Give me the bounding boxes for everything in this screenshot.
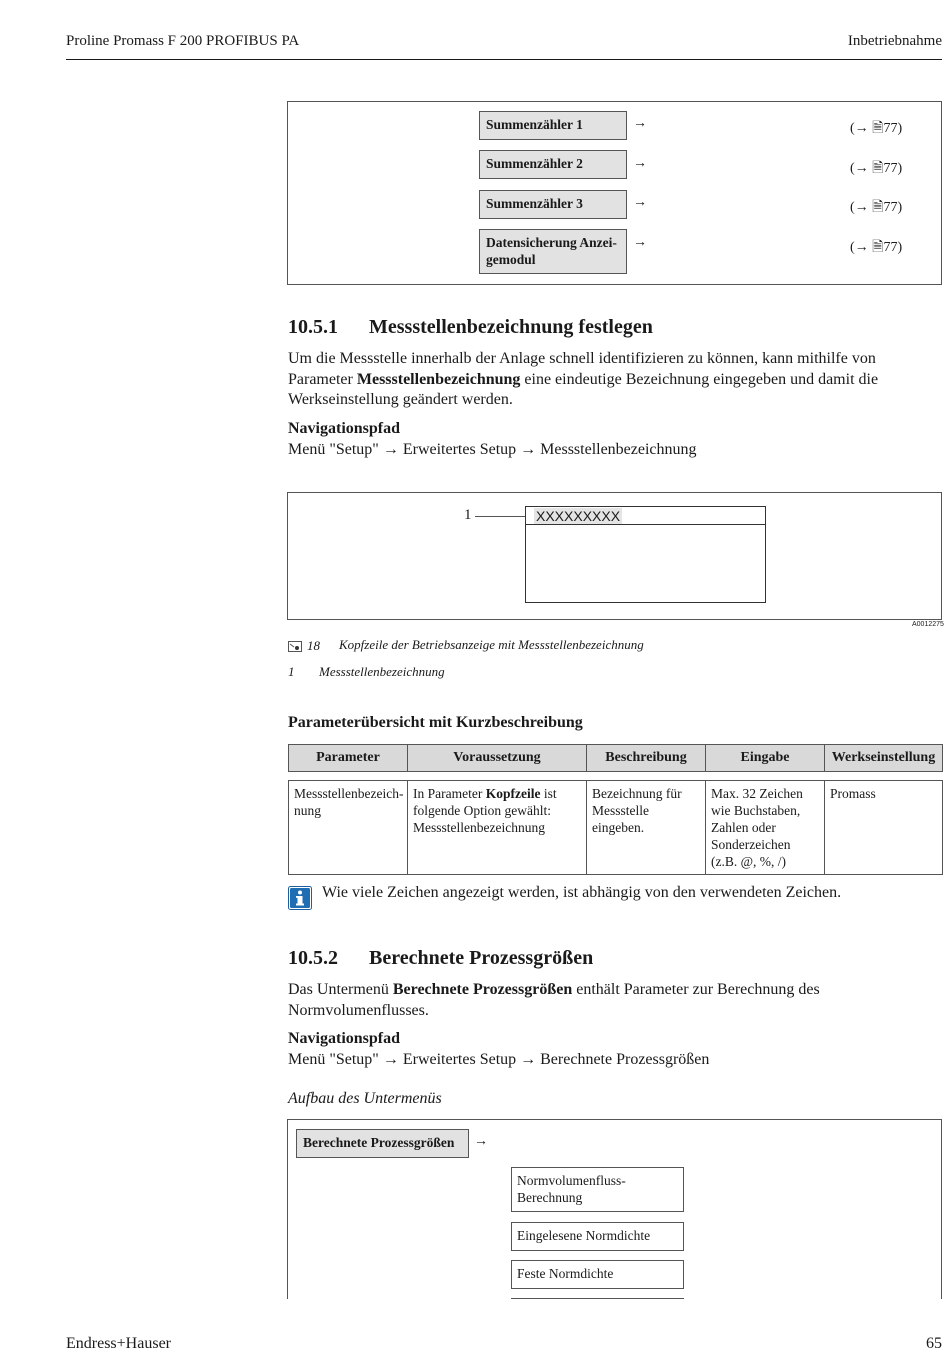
note-text: Wie viele Zeichen angezeigt werden, ist abhängig von den verwendeten Zeichen. <box>322 884 842 901</box>
cell-default: Promass <box>825 781 943 875</box>
figure-caption: Kopfzeile der Betriebsanzeige mit Messstellenbezeichnung <box>339 637 644 652</box>
submenu-item: Normvolumenfluss-Berechnung <box>511 1167 684 1212</box>
column-header: Eingabe <box>706 745 825 772</box>
header-section: Inbetriebnahme <box>847 33 942 49</box>
footer-brand: Endress+Hauser <box>66 1335 171 1352</box>
page-number: 65 <box>926 1335 942 1352</box>
table-header-row <box>289 745 943 772</box>
submenu-item: Eingelesene Normdichte <box>511 1222 684 1251</box>
parameter-table <box>288 744 943 875</box>
cell-input: Max. 32 Zeichen wie Buchstaben, Zahlen oder Sonderzeichen (z.B. @, %, /) <box>706 781 825 875</box>
cell-requirement: In Parameter Kopfzeile ist folgende Option gewählt: Messstellenbezeichnung <box>408 781 587 875</box>
callout-line <box>475 516 532 517</box>
figure-icon <box>288 639 302 650</box>
section-heading-10-5-2: 10.5.2 Berechnete Prozessgrößen <box>288 947 594 969</box>
submenu-item: Feste Normdichte <box>511 1260 684 1289</box>
header-title: Proline Promass F 200 PROFIBUS PA <box>66 33 300 49</box>
column-header: Voraussetzung <box>408 745 587 772</box>
table-heading: Parameterübersicht mit Kurzbeschreibung <box>288 714 583 731</box>
column-header: Werkseinstellung <box>825 745 943 772</box>
arrow-icon: → <box>633 195 647 210</box>
figure-number: 18 <box>307 638 320 653</box>
page-reference: (→ 🗎77) <box>850 161 903 176</box>
header-rule <box>66 59 942 60</box>
cell-description: Bezeichnung für Messstelle eingeben. <box>587 781 706 875</box>
structure-label: Aufbau des Untermenüs <box>288 1090 442 1107</box>
nav-path-heading: Navigationspfad <box>288 420 401 437</box>
column-header: Parameter <box>289 745 408 772</box>
section-heading-10-5-1: 10.5.1 Messstellenbezeichnung festlegen <box>288 316 653 338</box>
arrow-icon: → <box>474 1134 488 1149</box>
menu-item-totalizer-2: Summenzähler 2 <box>479 150 627 179</box>
section-intro: Um die Messstelle innerhalb der Anlage schnell identifizieren zu können, kann mithilfe von Parameter Messstellenbezeichnung eine eindeutige Bezeichnung eingegeben und damit die Werkseinstellung geändert werden. <box>288 350 879 408</box>
info-icon <box>288 886 312 910</box>
column-header: Beschreibung <box>587 745 706 772</box>
table-row <box>289 781 943 875</box>
submenu-item-cutoff <box>511 1298 684 1299</box>
page-icon: 🗎 <box>872 240 884 255</box>
submenu-root: Berechnete Prozessgrößen <box>296 1129 469 1158</box>
figure-callout: 1 <box>464 507 472 523</box>
nav-path: Menü "Setup" → Erweitertes Setup → Messstellenbezeichnung <box>288 441 697 458</box>
arrow-icon: → <box>633 235 647 250</box>
page-reference: (→ 🗎77) <box>850 121 903 136</box>
cell-parameter: Messstellenbezeich-nung <box>289 781 408 875</box>
page-reference: (→ 🗎77) <box>850 200 903 215</box>
page-icon: 🗎 <box>872 121 884 136</box>
page-icon: 🗎 <box>872 200 884 215</box>
menu-item-totalizer-3: Summenzähler 3 <box>479 190 627 219</box>
figure-code: A0012275 <box>912 621 944 628</box>
nav-path: Menü "Setup" → Erweitertes Setup → Berechnete Prozessgrößen <box>288 1051 710 1068</box>
page-icon: 🗎 <box>872 161 884 176</box>
menu-item-display-backup: Datensicherung Anzei-gemodul <box>479 229 627 274</box>
nav-path-heading: Navigationspfad <box>288 1030 401 1047</box>
menu-item-totalizer-1: Summenzähler 1 <box>479 111 627 140</box>
arrow-icon: → <box>633 156 647 171</box>
legend-text: Messstellenbezeichnung <box>319 664 445 679</box>
display-tag-text: XXXXXXXXX <box>536 508 621 524</box>
page-reference: (→ 🗎77) <box>850 240 903 255</box>
legend-number: 1 <box>288 664 295 679</box>
arrow-icon: → <box>633 116 647 131</box>
section-intro: Das Untermenü Berechnete Prozessgrößen enthält Parameter zur Berechnung des Normvolumenflusses. <box>288 981 820 1019</box>
display-header-divider <box>526 524 766 525</box>
